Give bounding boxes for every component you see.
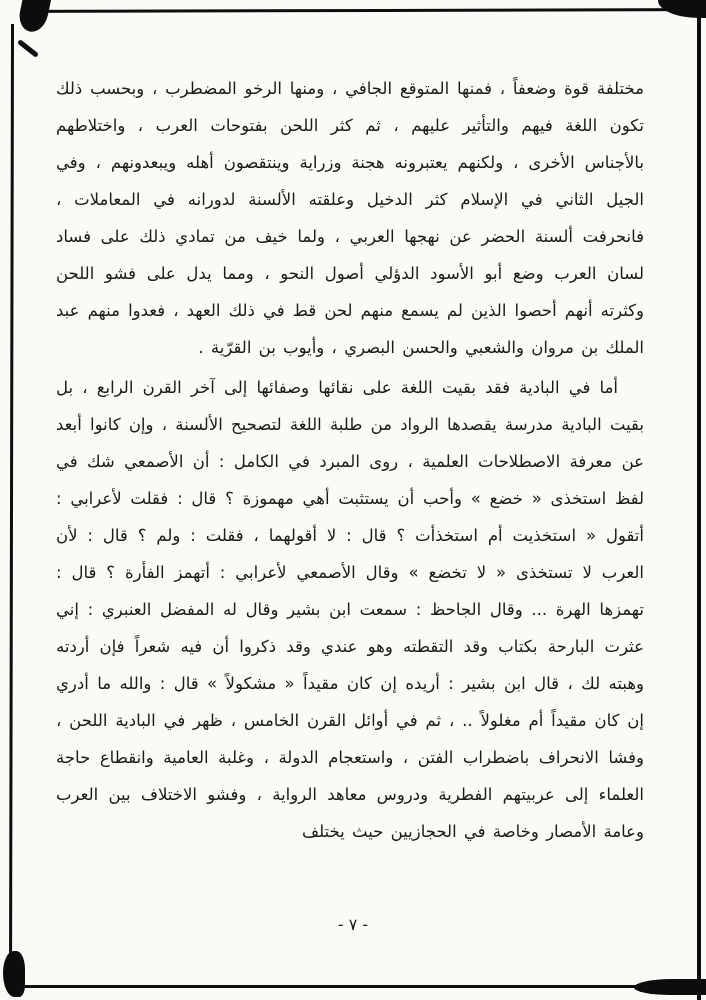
- scan-border-right: [697, 0, 701, 1000]
- scan-border-left: [9, 24, 14, 991]
- scan-border-top: [26, 8, 699, 13]
- scan-artifact-bottom-left: [3, 951, 25, 997]
- scan-border-bottom: [9, 985, 700, 988]
- scan-artifact-bottom-right: [634, 979, 706, 995]
- page-text: [56, 70, 644, 853]
- page-number: - ٧ -: [337, 915, 369, 934]
- scan-artifact-top-left: [16, 0, 51, 34]
- scan-artifact-top-right: [658, 0, 706, 18]
- scan-artifact-left-tick: [17, 39, 39, 58]
- paragraph-2: أما في البادية فقد بقيت اللغة على نقائها وصفائها إلى آخر القرن الرابع ، بل بقيت البادية مدرسة يقصدها الرواد من طلبة اللغة لتصحيح الألسنة ، وإن كانوا أبعد عن معرفة الاصطلاحات العلمية ، روى المبرد في الكامل : أن الأصمعي شك في لفظ استخذى « خضع » وأحب أن يستثبت أهي مهموزة ؟ قال : فقلت لأعرابي : أتقول « استخذيت أم استخذأت ؟ قال : لا أقولهما ، فقلت : ولم ؟ قال : لأن العرب لا تستخذى « لا تخضع » وقال الأصمعي لأعرابي : أتهمز الفأرة ؟ قال : تهمزها الهرة ... وقال الجاحظ : سمعت ابن بشير وقال له المفضل العنبري : إني عثرت البارحة بكتاب وقد التقطته وهو عندي وقد ذكروا أن فيه شعراً فإن أردته وهبته لك ، قال ابن بشير : أريده إن كان مقيداً « مشكولاً » قال : والله ما أدري إن كان مقيداً أم مغلولاً .. ، ثم في أوائل القرن الخامس ، ظهر في البادية اللحن ، وفشا الانحراف باضطراب الفتن ، واستعجام الدولة ، وغلبة العامية وانقطاع حاجة العلماء إلى عربيتهم الفطرية ودروس معاهد الرواية ، وفشو الاختلاف بين العرب وعامة الأمصار وخاصة في الحجازيين حيث يختلف: [56, 378, 644, 841]
- paragraph-1: مختلفة قوة وضعفاً ، فمنها المتوقع الجافي ، ومنها الرخو المضطرب ، وبحسب ذلك تكون اللغة فيهم والتأثير عليهم ، ثم كثر اللحن بفتوحات العرب ، واختلاطهم بالأجناس الأخرى ، ولكنهم يعتبرونه هجنة وزراية وينتقصون أهله ويبعدونهم ، وفي الجيل الثاني في الإسلام كثر الدخيل وعلقته الألسنة لدورانه في المعاملات ، فانحرفت ألسنة الحضر عن نهجها العربي ، ولما خيف من تمادي ذلك على فساد لسان العرب وضع أبو الأسود الدؤلي أصول النحو ، ومما يدل على فشو اللحن وكثرته أنهم أحصوا الذين لم يسمع منهم لحن قط في ذلك العهد ، فعدوا منهم عبد الملك بن مروان والشعبي والحسن البصري ، وأيوب بن القرّية .: [56, 79, 644, 357]
